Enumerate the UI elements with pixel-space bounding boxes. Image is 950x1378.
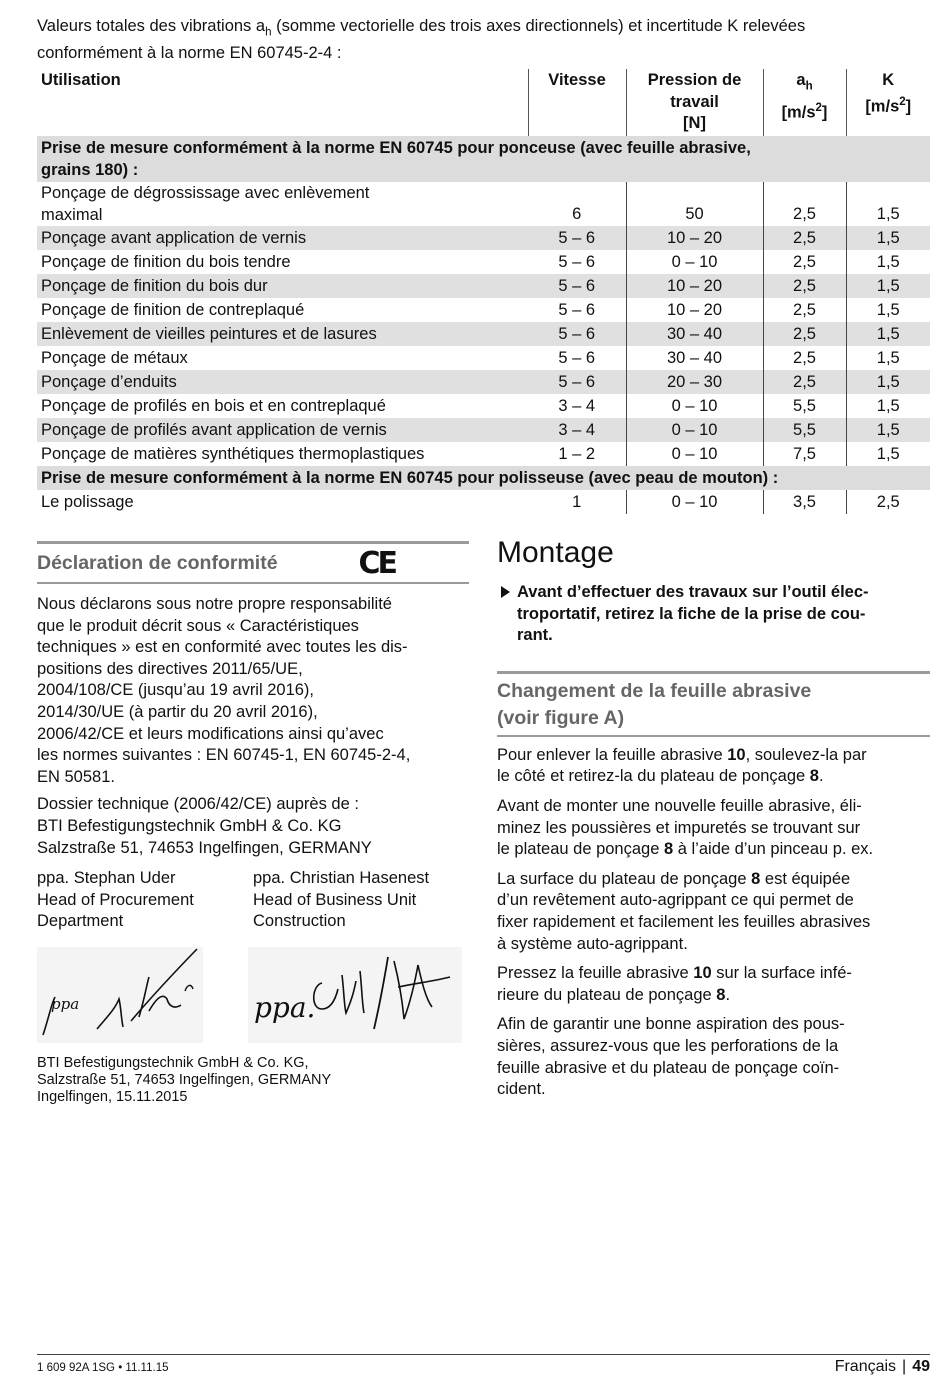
divider xyxy=(497,735,930,737)
row-use: Ponçage de finition du bois tendre xyxy=(41,253,291,271)
paragraph-press-sheet: Pressez la feuille abrasive 10 sur la surface infé- rieure du plateau de ponçage 8. xyxy=(497,964,852,1004)
row-pressure: 0 – 10 xyxy=(626,490,763,514)
row-pressure: 0 – 10 xyxy=(626,394,763,418)
header-use: Utilisation xyxy=(37,69,528,136)
row-k: 1,5 xyxy=(846,322,930,346)
row-ah: 5,5 xyxy=(763,394,846,418)
table-row xyxy=(37,346,930,370)
declaration-title: Déclaration de conformité xyxy=(37,551,278,574)
table-row xyxy=(37,442,930,466)
intro-text xyxy=(37,16,927,64)
row-speed: 5 – 6 xyxy=(528,226,626,250)
row-use: Enlèvement de vieilles peintures et de lasures xyxy=(37,322,528,346)
row-use: Ponçage de profilés en bois et en contreplaqué xyxy=(41,397,386,415)
row-use: Le polissage xyxy=(41,493,134,511)
row-speed: 5 – 6 xyxy=(528,322,626,346)
subsection-title: Changement de la feuille abrasive (voir figure A) xyxy=(497,679,812,729)
row-use: Ponçage de finition de contreplaqué xyxy=(41,301,305,319)
row-use: Ponçage de finition du bois dur xyxy=(37,274,528,298)
signature-2-drawing xyxy=(248,947,462,1043)
row-pressure: 30 – 40 xyxy=(626,346,763,370)
row-ah: 2,5 xyxy=(763,226,846,250)
row-speed: 1 – 2 xyxy=(558,445,596,463)
row-pressure: 30 – 40 xyxy=(626,322,763,346)
header-pressure: Pression de travail [N] xyxy=(626,69,763,136)
row-speed: 1 xyxy=(572,493,582,511)
row-use: Ponçage avant application de vernis xyxy=(37,226,528,250)
row-pressure: 20 – 30 xyxy=(626,370,763,394)
row-speed: 5 – 6 xyxy=(558,301,596,319)
ce-mark-logo: CE xyxy=(358,545,395,581)
table-section-header: Prise de mesure conformément à la norme EN 60745 pour polisseuse (avec peau de mouton) : xyxy=(37,466,930,490)
language-page xyxy=(835,1358,930,1376)
subsection-header xyxy=(497,671,930,737)
row-ah: 2,5 xyxy=(763,346,846,370)
row-speed: 5 – 6 xyxy=(528,274,626,298)
row-ah: 2,5 xyxy=(763,370,846,394)
intro-line-1: Valeurs totales des vibrations $a_h$ (somme vectorielle des trois axes directionnels) et incertitude K relevées xyxy=(37,17,806,39)
signer-1: ppa. Stephan Uder Head of Procurement Department xyxy=(37,869,194,931)
paragraph-clean-plate: Avant de monter une nouvelle feuille abrasive, éli- minez les poussières et impuretés se trouvant sur le plateau de ponçage 8 à l’aide d’un pinceau p. ex. xyxy=(497,796,874,859)
row-k: 1,5 xyxy=(846,274,930,298)
row-speed: 5 – 6 xyxy=(558,253,596,271)
row-pressure: 0 – 10 xyxy=(626,442,763,466)
row-k: 1,5 xyxy=(846,250,930,274)
row-k: 1,5 xyxy=(846,370,930,394)
montage-title: Montage xyxy=(497,536,614,569)
table-row xyxy=(37,370,930,394)
row-pressure: 10 – 20 xyxy=(626,226,763,250)
signature-1 xyxy=(37,947,203,1043)
row-k: 1,5 xyxy=(846,442,930,466)
row-ah: 3,5 xyxy=(763,490,846,514)
table-row xyxy=(37,394,930,418)
row-speed: 5 – 6 xyxy=(528,370,626,394)
table-header-row xyxy=(37,69,930,136)
row-ah: 7,5 xyxy=(763,442,846,466)
montage-section xyxy=(497,534,930,1101)
document-code: 1 609 92A 1SG • 11.11.15 xyxy=(37,1362,169,1374)
signer-2: ppa. Christian Hasenest Head of Business Unit Construction xyxy=(253,869,430,931)
divider xyxy=(37,582,469,584)
row-use: Ponçage d’enduits xyxy=(37,370,528,394)
signatures xyxy=(37,947,469,1057)
row-use: Ponçage de matières synthétiques thermoplastiques xyxy=(41,445,425,463)
signature-1-prefix: ppa xyxy=(51,994,80,1013)
paragraph-dust-extraction: Afin de garantir une bonne aspiration des pous- sières, assurez-vous que les perforations de la feuille abrasive et du plateau de ponçage coïn- cident. xyxy=(497,1015,845,1099)
table-row xyxy=(37,322,930,346)
technical-dossier: Dossier technique (2006/42/CE) auprès de : BTI Befestigungstechnik GmbH & Co. KG Salzstraße 51, 74653 Ingelfingen, GERMANY xyxy=(37,795,372,857)
signature-2-prefix: ppa. xyxy=(254,990,316,1024)
row-ah: 2,5 xyxy=(763,298,846,322)
intro-line-2: conformément à la norme EN 60745-2-4 : xyxy=(37,44,342,63)
bullet-triangle-icon xyxy=(501,586,510,598)
row-use: Ponçage de profilés avant application de vernis xyxy=(37,418,528,442)
declaration-body: Nous déclarons sous notre propre responsabilité que le produit décrit sous « Caractéristiques techniques » est en conformité avec toutes les dis- positions des directives 2011/65/UE, 2004/108/CE (jusqu’au 19 avril 2016), 2014/30/UE (à partir du 20 avril 2016), 2006/42/CE et leurs modifications ainsi qu’avec les normes suivantes : EN 60745-1, EN 60745-2-4, EN 50581. xyxy=(37,595,411,786)
row-pressure: 10 – 20 xyxy=(626,274,763,298)
row-k: 1,5 xyxy=(846,226,930,250)
row-ah: 2,5 xyxy=(763,274,846,298)
header-k: K $[m/s^2]$ xyxy=(865,71,912,115)
language-label: Français xyxy=(834,1358,897,1375)
row-k: 2,5 xyxy=(846,490,930,514)
vibration-table xyxy=(37,69,930,514)
signature-2 xyxy=(248,947,462,1043)
row-pressure: 0 – 10 xyxy=(626,250,763,274)
issuer-address: BTI Befestigungstechnik GmbH & Co. KG, Salzstraße 51, 74653 Ingelfingen, GERMANY Ingelfingen, 15.11.2015 xyxy=(37,1054,332,1105)
table-row xyxy=(37,298,930,322)
table-section-header: Prise de mesure conformément à la norme EN 60745 pour ponceuse (avec feuille abrasive, grains 180) : xyxy=(37,136,930,182)
row-pressure: 0 – 10 xyxy=(626,418,763,442)
header-ah: $a_h$ $[m/s^2]$ xyxy=(763,69,846,136)
signers xyxy=(37,868,469,933)
row-speed: 3 – 4 xyxy=(558,397,596,415)
row-k: 1,5 xyxy=(846,346,930,370)
row-speed: 3 – 4 xyxy=(528,418,626,442)
row-use: Ponçage de métaux xyxy=(41,349,188,367)
header-speed: Vitesse xyxy=(528,69,626,136)
table-row: Ponçage de dégrossissage avec enlèvement maximal 6 50 2,5 1,5 xyxy=(37,182,930,226)
row-k: 1,5 xyxy=(846,418,930,442)
signature-1-drawing xyxy=(37,947,203,1043)
montage-warning: Avant d’effectuer des travaux sur l’outil élec- troportatif, retirez la fiche de la prise de cou- rant. xyxy=(497,582,930,647)
table-row xyxy=(37,250,930,274)
separator: | xyxy=(902,1358,907,1375)
table-row xyxy=(37,490,930,514)
row-k: 1,5 xyxy=(846,298,930,322)
row-ah: 2,5 xyxy=(763,322,846,346)
page-number: 49 xyxy=(912,1358,930,1375)
row-speed: 5 – 6 xyxy=(558,349,596,367)
table-row xyxy=(37,226,930,250)
row-k: 1,5 xyxy=(846,394,930,418)
row-ah: 2,5 xyxy=(763,250,846,274)
paragraph-remove-sheet: Pour enlever la feuille abrasive 10, soulevez-la par le côté et retirez-la du plateau de ponçage 8. xyxy=(497,745,867,786)
paragraph-velcro: La surface du plateau de ponçage 8 est équipée d’un revêtement auto-agrippant ce qui permet de fixer rapidement et facilement les feuilles abrasives à système auto-agrippant. xyxy=(497,869,871,953)
row-ah: 5,5 xyxy=(763,418,846,442)
declaration-section xyxy=(37,541,469,1106)
page-footer xyxy=(37,1354,930,1375)
table-row xyxy=(37,418,930,442)
row-pressure: 10 – 20 xyxy=(626,298,763,322)
table-row xyxy=(37,274,930,298)
